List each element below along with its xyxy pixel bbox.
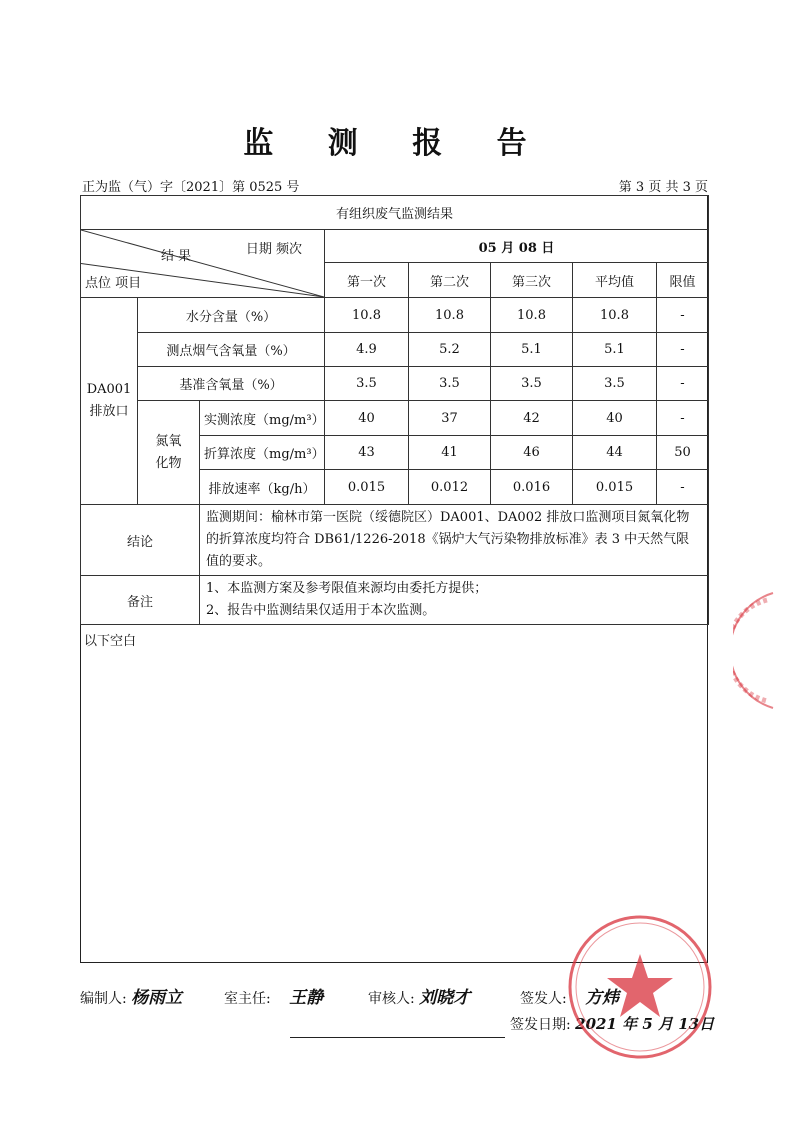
row-item: 基准含氧量（%） <box>138 367 325 401</box>
perforation-seal <box>733 588 778 713</box>
signature-underline <box>290 1037 505 1038</box>
table-cell: 4.9 <box>325 333 409 367</box>
director-signature-block <box>224 983 323 1008</box>
table-cell: 5.2 <box>409 333 491 367</box>
date-header: 05 月 08 日 <box>325 230 709 263</box>
diag-date-freq: 日期 频次 <box>245 242 302 257</box>
table-cell: 3.5 <box>409 367 491 401</box>
nox-group-cell: 氮氧 化物 <box>138 401 200 505</box>
diag-result: 结 果 <box>161 249 192 264</box>
table-cell: 44 <box>573 436 657 470</box>
compiler-signature: 杨雨立 <box>131 988 183 1008</box>
table-cell: 10.8 <box>573 298 657 333</box>
compiler-label: 编制人: <box>80 991 127 1007</box>
table-cell: 0.015 <box>573 470 657 505</box>
table-cell: 10.8 <box>409 298 491 333</box>
row-item: 测点烟气含氧量（%） <box>138 333 325 367</box>
table-cell: 43 <box>325 436 409 470</box>
issuer-label: 签发人: <box>520 991 567 1007</box>
remark-line-2: 2、报告中监测结果仅适用于本次监测。 <box>206 603 436 618</box>
company-seal-stamp <box>565 912 715 1062</box>
results-table <box>80 195 709 625</box>
col-header-1: 第一次 <box>325 263 409 298</box>
diagonal-header-cell <box>81 230 325 298</box>
compiler-signature-block <box>80 983 182 1008</box>
col-header-limit: 限值 <box>657 263 709 298</box>
table-cell: 10.8 <box>491 298 573 333</box>
table-cell: - <box>657 333 709 367</box>
row-item: 折算浓度（mg/m³） <box>200 436 325 470</box>
blank-note: 以下空白 <box>84 634 137 649</box>
reviewer-signature-block <box>368 983 470 1008</box>
table-cell: 3.5 <box>573 367 657 401</box>
table-cell: - <box>657 401 709 436</box>
table-cell: - <box>657 470 709 505</box>
sign-date: 2021 年 5 月 13日 <box>575 1015 715 1033</box>
table-cell: 0.015 <box>325 470 409 505</box>
document-number: 正为监（气）字〔2021〕第 0525 号 <box>82 180 300 195</box>
row-item: 排放速率（kg/h） <box>200 470 325 505</box>
table-cell: 37 <box>409 401 491 436</box>
director-signature: 王静 <box>289 988 324 1008</box>
remark-label: 备注 <box>81 576 200 625</box>
table-cell: - <box>657 298 709 333</box>
diag-point-item: 点位 项目 <box>85 276 142 291</box>
point-cell: DA001 排放口 <box>81 298 138 505</box>
page-number: 第 3 页 共 3 页 <box>618 180 708 195</box>
row-item: 实测浓度（mg/m³） <box>200 401 325 436</box>
table-cell: 46 <box>491 436 573 470</box>
table-cell: 40 <box>573 401 657 436</box>
conclusion-label: 结论 <box>81 505 200 576</box>
table-cell: 10.8 <box>325 298 409 333</box>
table-cell: 3.5 <box>491 367 573 401</box>
table-cell: 41 <box>409 436 491 470</box>
col-header-3: 第三次 <box>491 263 573 298</box>
table-cell: 5.1 <box>573 333 657 367</box>
report-title: 监 测 报 告 <box>243 126 549 161</box>
conclusion-text: 监测期间：榆林市第一医院（绥德院区）DA001、DA002 排放口监测项目氮氧化物的折算浓度均符合 DB61/1226-2018《锅炉大气污染物排放标准》表 3 中天然气限值的要求。 <box>200 505 709 576</box>
reviewer-signature: 刘晓才 <box>419 988 471 1008</box>
reviewer-label: 审核人: <box>368 991 415 1007</box>
table-cell: 5.1 <box>491 333 573 367</box>
table-cell: - <box>657 367 709 401</box>
table-cell: 40 <box>325 401 409 436</box>
col-header-avg: 平均值 <box>573 263 657 298</box>
sign-date-label: 签发日期: <box>510 1017 571 1033</box>
row-item: 水分含量（%） <box>138 298 325 333</box>
table-cell: 0.016 <box>491 470 573 505</box>
table-cell: 3.5 <box>325 367 409 401</box>
table-cell: 50 <box>657 436 709 470</box>
remark-cell <box>200 576 709 625</box>
issuer-signature: 方炜 <box>585 988 620 1008</box>
table-caption: 有组织废气监测结果 <box>81 196 709 230</box>
director-label: 室主任: <box>224 991 271 1007</box>
table-cell: 0.012 <box>409 470 491 505</box>
col-header-2: 第二次 <box>409 263 491 298</box>
table-cell: 42 <box>491 401 573 436</box>
remark-line-1: 1、本监测方案及参考限值来源均由委托方提供； <box>206 581 488 596</box>
